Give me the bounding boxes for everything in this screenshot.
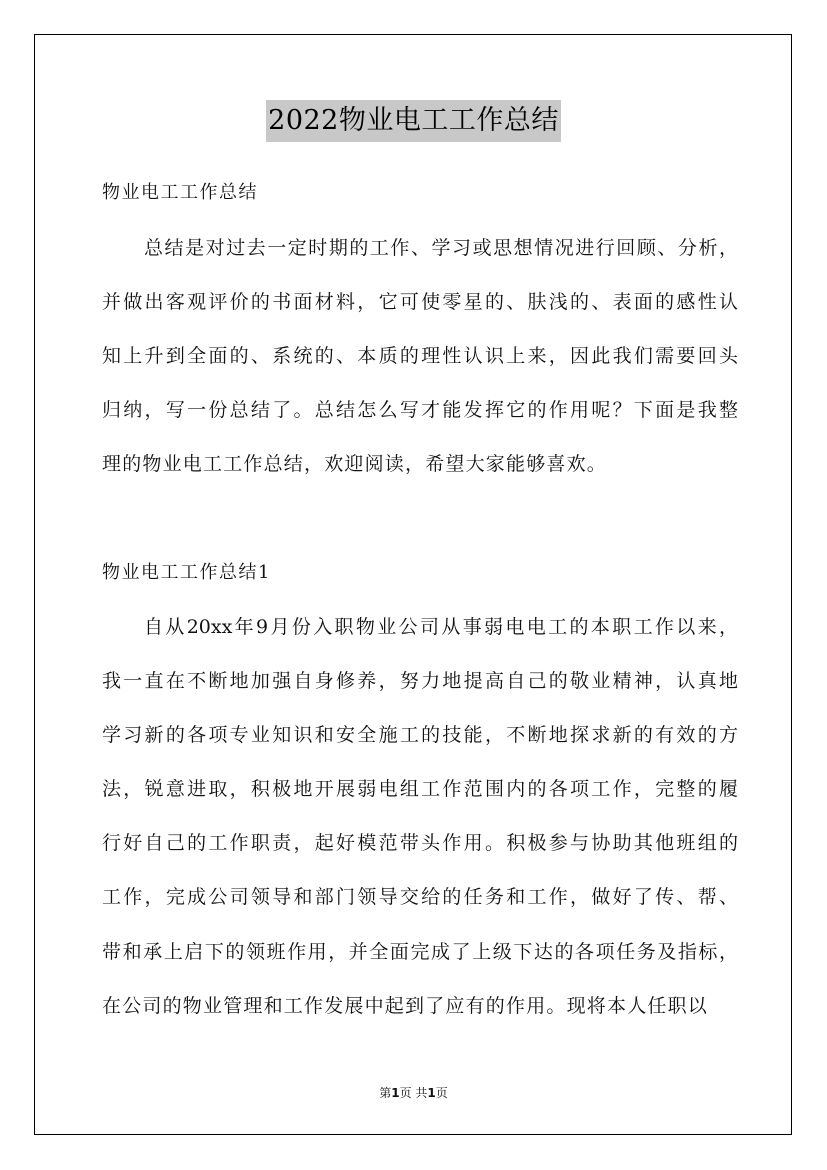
section1-line: 行好自己的工作职责，起好模范带头作用。积极参与协助其他班组的 (102, 832, 738, 854)
section1-heading: 物业电工工作总结1 (102, 562, 271, 583)
section1-line: 法，锐意进取，积极地开展弱电组工作范围内的各项工作，完整的履 (102, 778, 738, 800)
intro-line: 知上升到全面的、系统的、本质的理性认识上来，因此我们需要回头 (102, 345, 738, 367)
intro-line: 并做出客观评价的书面材料，它可使零星的、肤浅的、表面的感性认 (102, 291, 738, 313)
footer-page-suffix: 页 (435, 1086, 448, 1100)
footer-page-current: 1 (391, 1086, 400, 1100)
intro-heading: 物业电工工作总结 (102, 182, 258, 203)
section1-line: 自从20xx年9月份入职物业公司从事弱电电工的本职工作以来， (144, 616, 738, 638)
section1-line: 学习新的各项专业知识和安全施工的技能，不断地探求新的有效的方 (102, 724, 738, 746)
page-footer (0, 1084, 827, 1101)
title-wrap (0, 100, 827, 142)
section1-line: 带和承上启下的领班作用，并全面完成了上级下达的各项任务及指标， (102, 941, 738, 963)
document-title: 2022物业电工工作总结 (266, 100, 561, 142)
section1-line: 我一直在不断地加强自身修养，努力地提高自己的敬业精神，认真地 (102, 670, 738, 692)
footer-page-total: 1 (427, 1086, 436, 1100)
section1-line: 工作，完成公司领导和部门领导交给的任务和工作，做好了传、帮、 (102, 886, 738, 908)
intro-line: 理的物业电工工作总结，欢迎阅读，希望大家能够喜欢。 (102, 453, 608, 475)
intro-line: 归纳，写一份总结了。总结怎么写才能发挥它的作用呢？下面是我整 (102, 399, 738, 421)
section1-line: 在公司的物业管理和工作发展中起到了应有的作用。现将本人任职以 (102, 995, 709, 1017)
footer-page-prefix: 第 (379, 1086, 392, 1100)
intro-line: 总结是对过去一定时期的工作、学习或思想情况进行回顾、分析， (144, 237, 738, 259)
footer-page-mid: 页 共 (399, 1086, 428, 1100)
